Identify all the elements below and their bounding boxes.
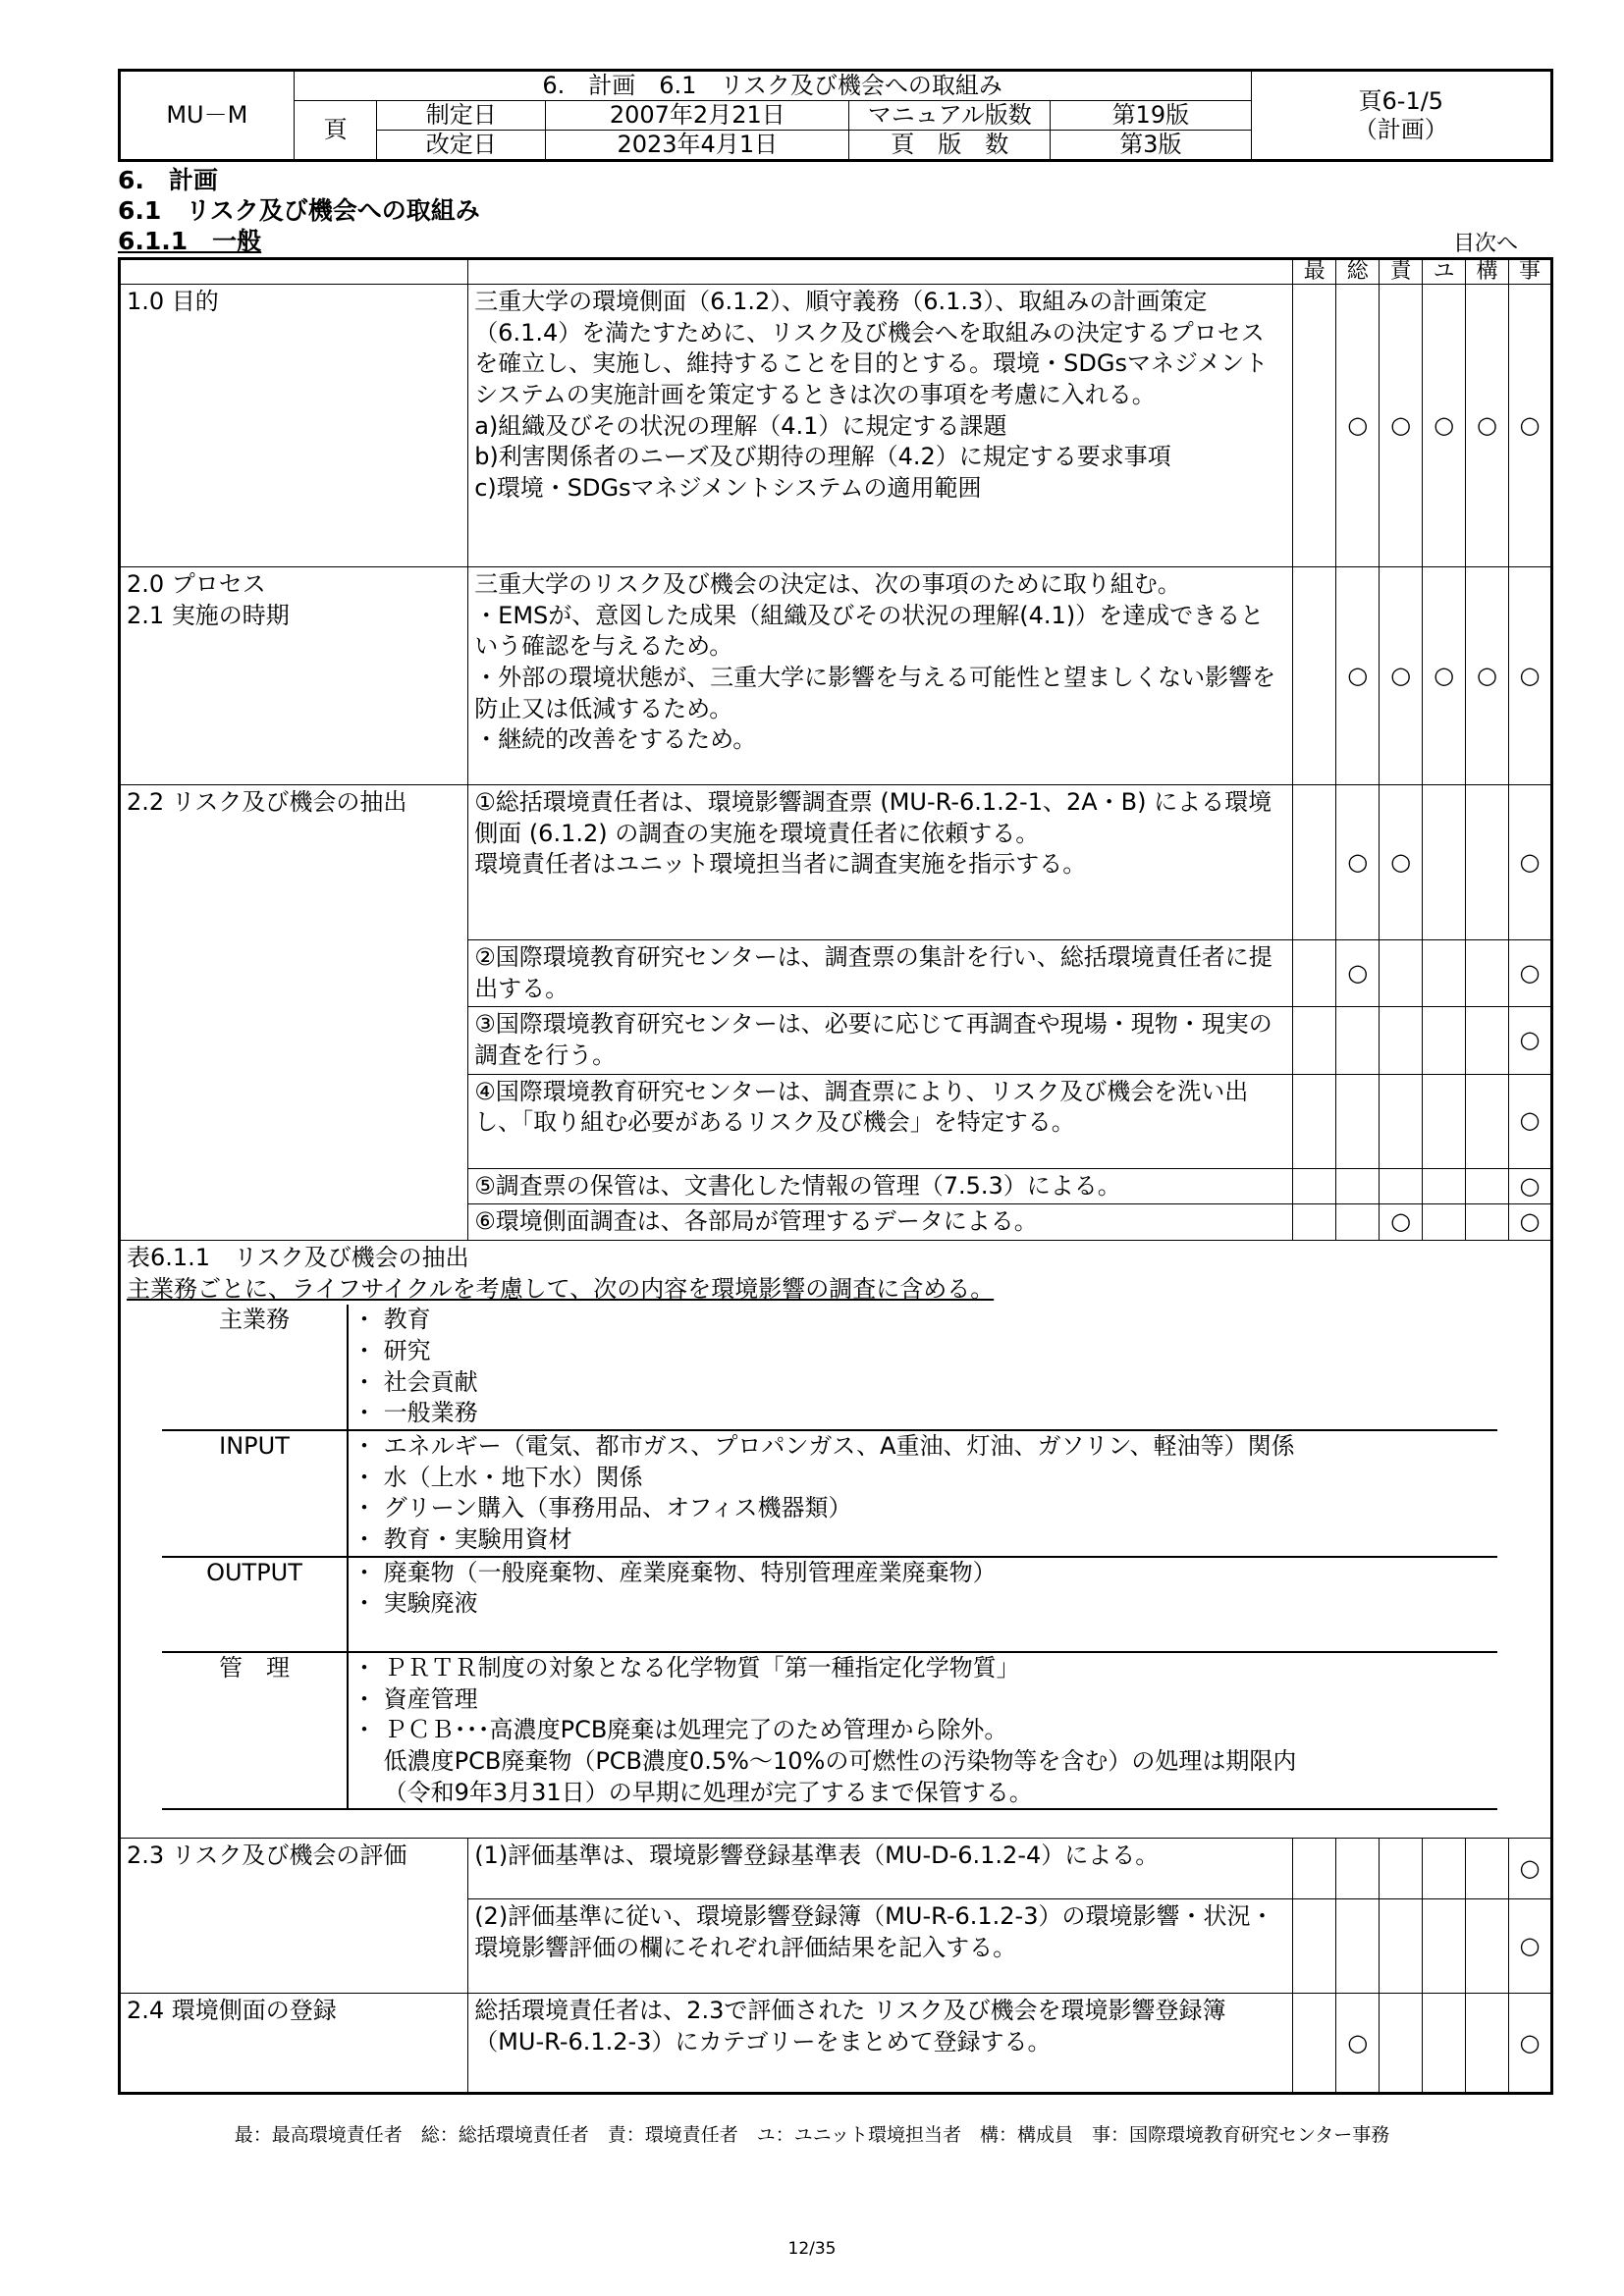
role-mark: [1423, 1899, 1466, 1994]
list-item: ・ 社会貢献: [352, 1367, 478, 1396]
role-mark: ○: [1509, 1899, 1552, 1994]
list-item: 低濃度PCB廃棄物（PCB濃度0.5%～10%の可燃性の汚染物等を含む）の処理は期限内: [352, 1747, 1297, 1776]
role-mark: [1293, 285, 1336, 567]
list-item: ・ ＰＲＴＲ制度の対象となる化学物質「第一種指定化学物質」: [352, 1654, 1020, 1682]
group-key: OUTPUT: [162, 1557, 348, 1652]
role-mark: [1293, 1204, 1336, 1241]
group-row: [162, 1557, 1497, 1652]
section-headings: [118, 165, 1553, 256]
role-mark: ○: [1509, 1204, 1552, 1241]
role-mark: ○: [1336, 940, 1380, 1007]
procedure-table: [118, 257, 1553, 2095]
role-mark: [1293, 1168, 1336, 1204]
row-label: 1.0 目的: [120, 285, 468, 567]
list-item: ・ 教育: [352, 1306, 431, 1334]
group-row: [162, 1305, 1497, 1430]
role-mark: [1423, 1007, 1466, 1074]
role-mark: ○: [1380, 1204, 1423, 1241]
row-label: 2.0 プロセス 2.1 実施の時期: [120, 567, 468, 785]
role-mark: [1423, 1168, 1466, 1204]
role-mark: [1423, 1994, 1466, 2094]
role-mark: [1293, 1994, 1336, 2094]
table-row: [120, 785, 1552, 940]
text-line: a)組織及びその状況の理解（4.1）に規定する課題: [474, 411, 1007, 440]
role-mark: [1423, 1839, 1466, 1899]
role-mark: ○: [1336, 567, 1380, 785]
role-mark: [1466, 1074, 1509, 1168]
list-item: ・ 一般業務: [352, 1399, 478, 1427]
page-label: 頁: [294, 100, 377, 160]
role-mark: ○: [1466, 285, 1509, 567]
role-mark: [1293, 567, 1336, 785]
row-text: ①総括環境責任者は、環境影響調査票 (MU-R-6.1.2-1、2A・B) による環境側面 (6.1.2) の調査の実施を環境責任者に依頼する。 環境責任者はユニット環境担当者に調査実施を指示する。: [468, 785, 1293, 940]
table-611-row: [120, 1241, 1552, 1839]
role-mark: [1336, 1007, 1380, 1074]
row-label: 2.3 リスク及び機会の評価: [120, 1839, 468, 1994]
role-mark: [1380, 1899, 1423, 1994]
role-header: 総: [1336, 259, 1380, 285]
heading-2: 6.1 リスク及び機会への取組み: [118, 196, 480, 225]
heading-3: 6.1.1 一般: [118, 227, 262, 255]
text-line: c)環境・SDGsマネジメントシステムの適用範囲: [474, 474, 982, 503]
role-mark: ○: [1509, 1007, 1552, 1074]
role-mark: ○: [1380, 785, 1423, 940]
role-mark: ○: [1423, 567, 1466, 785]
row-text: (2)評価基準に従い、環境影響登録簿（MU-R-6.1.2-3）の環境影響・状況・環境影響評価の欄にそれぞれ評価結果を記入する。: [468, 1899, 1293, 1994]
role-mark: ○: [1380, 567, 1423, 785]
role-mark: ○: [1509, 567, 1552, 785]
list-item: ・ 実験廃液: [352, 1589, 478, 1618]
role-mark: [1466, 1899, 1509, 1994]
list-item: ・ エネルギー（電気、都市ガス、プロパンガス、A重油、灯油、ガソリン、軽油等）関係: [352, 1432, 1295, 1461]
role-mark: [1293, 785, 1336, 940]
roles-header-row: [120, 259, 1552, 285]
row-label: 2.2 リスク及び機会の抽出: [120, 785, 468, 1241]
section-title: 6. 計画 6.1 リスク及び機会への取組み: [294, 71, 1251, 101]
role-header: 最: [1293, 259, 1336, 285]
role-mark: [1380, 1994, 1423, 2094]
role-mark: [1380, 1839, 1423, 1899]
role-mark: [1466, 1994, 1509, 2094]
list-item: ・ 教育・実験用資材: [352, 1525, 572, 1554]
role-mark: [1466, 1168, 1509, 1204]
group-key: 主業務: [162, 1305, 348, 1430]
role-mark: ○: [1509, 785, 1552, 940]
role-header: 責: [1380, 259, 1423, 285]
revised-date: 2023年4月1日: [546, 131, 849, 161]
list-item: ・ 資産管理: [352, 1684, 478, 1713]
role-header: 構: [1466, 259, 1509, 285]
role-mark: [1466, 1007, 1509, 1074]
group-items: [348, 1557, 1497, 1652]
role-mark: ○: [1509, 1994, 1552, 2094]
role-mark: [1293, 940, 1336, 1007]
role-mark: [1293, 1007, 1336, 1074]
list-item: ・ 水（上水・地下水）関係: [352, 1463, 643, 1491]
role-header: ユ: [1423, 259, 1466, 285]
role-mark: ○: [1509, 940, 1552, 1007]
role-mark: ○: [1423, 285, 1466, 567]
text-line: 三重大学の環境側面（6.1.2）、順守義務（6.1.3）、取組みの計画策定（6.1.4）を満たすために、リスク及び機会へを取組みの決定するプロセスを確立し、実施し、維持することを目的とする。環境・SDGsマネジメントシステムの実施計画を策定するときは次の事項を考慮に入れる。: [474, 288, 1269, 409]
role-header: 事: [1509, 259, 1552, 285]
role-mark: ○: [1509, 1839, 1552, 1899]
text-line: ・EMSが、意図した成果（組織及びその状況の理解(4.1)）を達成できるという確認を与えるため。: [474, 601, 1265, 661]
list-item: ・ 研究: [352, 1337, 431, 1365]
role-mark: [1293, 1839, 1336, 1899]
role-mark: ○: [1336, 1994, 1380, 2094]
role-mark: [1380, 1168, 1423, 1204]
table-row: [120, 1839, 1552, 1899]
role-mark: [1423, 1204, 1466, 1241]
role-mark: ○: [1336, 285, 1380, 567]
manual-version: 第19版: [1051, 100, 1252, 130]
group-key: 管 理: [162, 1652, 348, 1809]
role-mark: [1336, 1839, 1380, 1899]
role-mark: ○: [1380, 285, 1423, 567]
table-row: [120, 285, 1552, 567]
role-mark: [1466, 1839, 1509, 1899]
list-item: ・ ＰＣＢ･･･高濃度PCB廃棄は処理完了のため管理から除外。: [352, 1716, 1008, 1744]
group-bottom-rule: [162, 1809, 1497, 1828]
toc-link[interactable]: 目次へ: [1453, 232, 1519, 256]
role-mark: [1423, 1074, 1466, 1168]
page-ref: [1251, 71, 1551, 161]
text-line: ・外部の環境状態が、三重大学に影響を与える可能性と望ましくない影響を防止又は低減するため。: [474, 664, 1276, 722]
revised-label: 改定日: [377, 131, 546, 161]
page-version-label: 頁 版 数: [849, 131, 1051, 161]
role-mark: [1466, 1204, 1509, 1241]
group-items: [348, 1652, 1497, 1809]
role-mark: [1423, 940, 1466, 1007]
row-text: (1)評価基準は、環境影響登録基準表（MU-D-6.1.2-4）による。: [468, 1839, 1293, 1899]
group-items: [348, 1305, 1497, 1430]
document-header: [118, 69, 1553, 162]
row-text: ④国際環境教育研究センターは、調査票により、リスク及び機会を洗い出し、「取り組む必要があるリスク及び機会」を特定する。: [468, 1074, 1293, 1168]
role-mark: ○: [1509, 1168, 1552, 1204]
extraction-subtable: [162, 1305, 1497, 1828]
role-mark: [1380, 940, 1423, 1007]
role-mark: [1336, 1899, 1380, 1994]
list-item: ・ グリーン購入（事務用品、オフィス機器類）: [352, 1494, 852, 1522]
spacer: [352, 1620, 1493, 1651]
table-row: [120, 567, 1552, 785]
role-mark: [1466, 785, 1509, 940]
list-item: ・ 廃棄物（一般廃棄物、産業廃棄物、特別管理産業廃棄物）: [352, 1558, 997, 1586]
row-label: 2.4 環境側面の登録: [120, 1994, 468, 2094]
roles-legend: 最：最高環境責任者 総：総括環境責任者 責：環境責任者 ユ：ユニット環境担当者 構：構成員 事：国際環境教育研究センター事務: [234, 2124, 1390, 2146]
role-mark: [1336, 1204, 1380, 1241]
role-mark: ○: [1336, 785, 1380, 940]
group-row: [162, 1652, 1497, 1809]
role-mark: [1293, 1074, 1336, 1168]
text-line: b)利害関係者のニーズ及び期待の理解（4.2）に規定する要求事項: [474, 443, 1171, 471]
row-text: ②国際環境教育研究センターは、調査票の集計を行い、総括環境責任者に提出する。: [468, 940, 1293, 1007]
heading-1: 6. 計画: [118, 166, 218, 194]
list-item: （令和9年3月31日）の早期に処理が完了するまで保管する。: [352, 1778, 1033, 1806]
role-mark: [1336, 1168, 1380, 1204]
row-text: ⑥環境側面調査は、各部局が管理するデータによる。: [468, 1204, 1293, 1241]
role-mark: [1380, 1074, 1423, 1168]
page-ref-sub: （計画）: [1353, 115, 1448, 143]
row-text: ③国際環境教育研究センターは、必要に応じて再調査や現場・現物・現実の調査を行う。: [468, 1007, 1293, 1074]
established-date: 2007年2月21日: [546, 100, 849, 130]
row-text: [468, 285, 1293, 567]
table-row: [120, 1994, 1552, 2094]
group-items: [348, 1430, 1497, 1557]
role-mark: [1380, 1007, 1423, 1074]
manual-version-label: マニュアル版数: [849, 100, 1051, 130]
role-mark: [1466, 940, 1509, 1007]
established-label: 制定日: [377, 100, 546, 130]
row-text: ⑤調査票の保管は、文書化した情報の管理（7.5.3）による。: [468, 1168, 1293, 1204]
doc-code: MU－M: [120, 71, 295, 161]
row-text: 総括環境責任者は、2.3で評価された リスク及び機会を環境影響登録簿（MU-R-6.1.2-3）にカテゴリーをまとめて登録する。: [468, 1994, 1293, 2094]
text-line: 三重大学のリスク及び機会の決定は、次の事項のために取り組む。: [474, 570, 1181, 598]
page-ref-main: 頁6-1/5: [1358, 86, 1444, 115]
role-mark: [1336, 1074, 1380, 1168]
text-line: ・継続的改善をするため。: [474, 725, 757, 754]
group-key: INPUT: [162, 1430, 348, 1557]
role-mark: ○: [1509, 285, 1552, 567]
role-mark: [1423, 785, 1466, 940]
row-text: [468, 567, 1293, 785]
role-mark: [1293, 1899, 1336, 1994]
role-mark: ○: [1509, 1074, 1552, 1168]
page-number: 12/35: [787, 2239, 837, 2259]
table-611-title: 表6.1.1 リスク及び機会の抽出: [127, 1244, 469, 1272]
table-611: [120, 1241, 1552, 1839]
group-row: [162, 1430, 1497, 1557]
page-version: 第3版: [1051, 131, 1252, 161]
table-611-intro: 主業務ごとに、ライフサイクルを考慮して、次の内容を環境影響の調査に含める。: [127, 1274, 995, 1303]
role-mark: ○: [1466, 567, 1509, 785]
